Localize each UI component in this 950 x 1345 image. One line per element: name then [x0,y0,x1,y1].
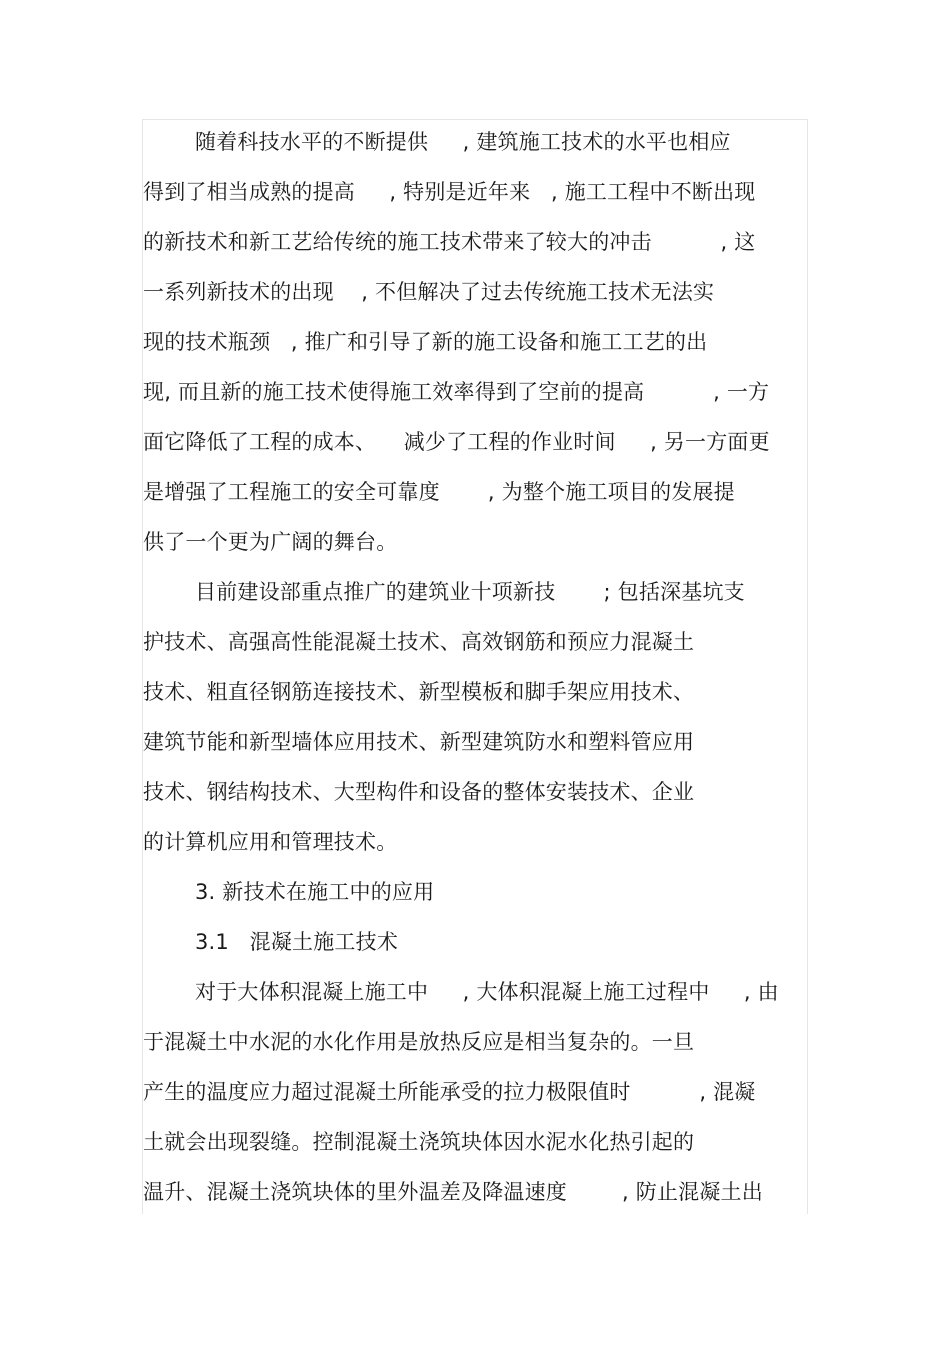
paragraph-3-line-4: 土就会出现裂缝。控制混凝土浇筑块体因水泥水化热引起的 [143,1130,695,1154]
document-body [143,124,808,1224]
section-heading: 3. 新技术在施工中的应用 [195,880,435,904]
paragraph-2-line-2: 护技术、高强高性能混凝土技术、高效钢筋和预应力混凝土 [143,630,695,654]
paragraph-1-line-3: 的新技术和新工艺给传统的施工技术带来了较大的冲击 , 这 [143,230,756,254]
paragraph-1-line-5: 现的技术瓶颈 , 推广和引导了新的施工设备和施工工艺的出 [143,330,708,354]
paragraph-2-line-6: 的计算机应用和管理技术。 [143,830,398,854]
paragraph-3-line-3: 产生的温度应力超过混凝土所能承受的拉力极限值时 , 混凝 [143,1080,756,1104]
paragraph-1-line-1: 随着科技水平的不断提供 , 建筑施工技术的水平也相应 [195,130,731,154]
paragraph-3-line-1: 对于大体积混凝上施工中 , 大体积混凝上施工过程中 , 由 [195,980,779,1004]
paragraph-2-line-4: 建筑节能和新型墙体应用技术、新型建筑防水和塑料管应用 [143,730,695,754]
paragraph-1-line-8: 是增强了工程施工的安全可靠度 , 为整个施工项目的发展提 [143,480,735,504]
paragraph-3-line-2: 于混凝土中水泥的水化作用是放热反应是相当复杂的。一旦 [143,1030,695,1054]
paragraph-2-line-3: 技术、粗直径钢筋连接技术、新型模板和脚手架应用技术、 [143,680,695,704]
paragraph-3-line-5: 温升、混凝土浇筑块体的里外温差及降温速度 , 防止混凝土出 [143,1180,763,1204]
paragraph-1-line-4: 一系列新技术的出现 , 不但解决了过去传统施工技术无法实 [143,280,715,304]
paragraph-1-line-6: 现, 而且新的施工技术使得施工效率得到了空前的提高 , 一方 [143,380,770,404]
paragraph-1-line-2: 得到了相当成熟的提高 , 特别是近年来 , 施工工程中不断出现 [143,180,756,204]
paragraph-1-line-9: 供了一个更为广阔的舞台。 [143,530,398,554]
paragraph-1-line-7: 面它降低了工程的成本、 减少了工程的作业时间 , 另一方面更 [143,430,770,454]
paragraph-2-line-5: 技术、钢结构技术、大型构件和设备的整体安装技术、企业 [143,780,695,804]
paragraph-2-line-1: 目前建设部重点推广的建筑业十项新技 ; 包括深基坑支 [195,580,745,604]
subsection-heading: 3.1 混凝土施工技术 [195,930,399,954]
